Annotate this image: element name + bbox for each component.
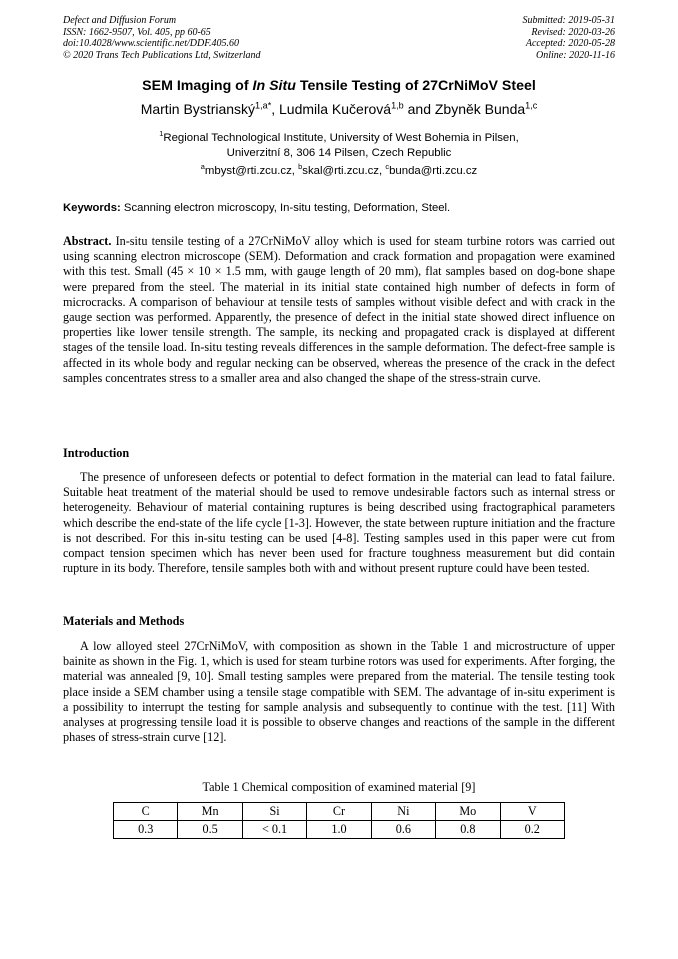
date-submitted: Submitted: 2019-05-31 xyxy=(522,15,615,26)
abstract-text: In-situ tensile testing of a 27CrNiMoV alloy which is used for steam turbine rotors was carried out using scanning electron microscope (SEM). Deformation and crack formation and propagation were examined with this test. Small (45 × 10 × 1.5 mm, with gauge length of 20 mm), flat samples based on dog-bone shape were prepared from the steel. The material in its initial state contained high number of defects in form of microcracks. A comparison of behaviour at tensile tests of samples without visible defect and with crack in the gauge section was performed. Apparently, the presence of defect in the initial state showed direct influence on properties like lower tensile strength. The sample, its necking and propagated crack is displayed at different stages of the tensile load. In-situ testing reveals differences in the sample deformation. The defect-free sample is affected in its whole body and regular necking can be observed, whereas the presence of the crack in the defect samples concentrates stress to a smaller area and also changed the shape of the stress-strain curve. xyxy=(63,234,615,385)
author-affil-mark: 1,a* xyxy=(255,100,272,111)
journal-info xyxy=(63,15,261,61)
table-cell: 0.2 xyxy=(500,821,564,839)
keywords-text: Scanning electron microscopy, In-situ testing, Deformation, Steel. xyxy=(120,202,451,214)
author-name: Zbyněk Bunda xyxy=(434,101,526,117)
author-affil-mark: 1,b xyxy=(391,100,404,111)
title-italic: In Situ xyxy=(252,78,296,94)
table-header-cell: C xyxy=(114,803,178,821)
author-separator: and xyxy=(403,101,435,117)
email-mark: c xyxy=(385,162,390,172)
author-name: Ludmila Kučerová xyxy=(279,101,392,117)
affiliation-line-2: Univerzitní 8, 306 14 Pilsen, Czech Republic xyxy=(226,147,452,159)
abstract xyxy=(63,234,615,386)
keywords xyxy=(63,202,615,214)
table-header-cell: Cr xyxy=(307,803,371,821)
email-separator: , xyxy=(291,165,299,177)
section-heading-materials-methods: Materials and Methods xyxy=(63,614,185,628)
table-header-cell: Si xyxy=(242,803,306,821)
title-suffix: Tensile Testing of 27CrNiMoV Steel xyxy=(295,78,536,94)
author-list xyxy=(40,101,638,117)
affiliation-mark: 1 xyxy=(159,129,164,139)
table-header-cell: Mn xyxy=(178,803,242,821)
publication-dates xyxy=(523,15,616,61)
email-separator: , xyxy=(379,165,386,177)
table-header-cell: Mo xyxy=(436,803,500,821)
journal-copyright: © 2020 Trans Tech Publications Ltd, Switzerland xyxy=(63,49,261,61)
date-online: Online: 2020-11-16 xyxy=(536,49,615,61)
affiliation-line-1 xyxy=(40,131,638,146)
journal-doi[interactable]: doi:10.4028/www.scientific.net/DDF.405.60 xyxy=(63,38,240,49)
table-row xyxy=(114,821,565,839)
table-header-cell: Ni xyxy=(371,803,435,821)
date-revised: Revised: 2020-03-26 xyxy=(531,26,615,38)
author-separator: , xyxy=(271,101,280,117)
paper-title xyxy=(40,78,638,94)
table-cell: < 0.1 xyxy=(242,821,306,839)
title-prefix: SEM Imaging of xyxy=(142,78,253,94)
email-list xyxy=(40,162,638,177)
author-name: Martin Bystrianský xyxy=(140,101,256,117)
keywords-label: Keywords: xyxy=(63,202,121,214)
date-accepted: Accepted: 2020-05-28 xyxy=(525,38,615,49)
email-mark: b xyxy=(298,162,303,172)
journal-name: Defect and Diffusion Forum xyxy=(63,15,177,26)
section-heading-introduction: Introduction xyxy=(63,446,130,460)
table-cell: 0.3 xyxy=(114,821,178,839)
table-caption: Table 1 Chemical composition of examined material [9] xyxy=(202,780,476,794)
composition-table xyxy=(113,802,565,839)
introduction-paragraph: The presence of unforeseen defects or potential to defect formation in the material can lead to fatal failure. Suitable heat treatment of the material should be used to remove undesirable factors such as internal stress or heterogeneity. Behaviour of material containing ruptures is being described using fractographical parameters which describe the end-state of the life cycle [1-3]. However, the state between rupture initiation and the fracture is not described. For this in-situ testing can be used [4-8]. Testing samples used in this paper were cut from compact tension specimen which has never been used for fracture toughness measurement but did contain rupture in its body. Therefore, tensile samples both with and without present rupture could have been tested. xyxy=(63,470,615,576)
email-link[interactable]: bunda@rti.zcu.cz xyxy=(389,165,478,177)
table-cell: 0.8 xyxy=(436,821,500,839)
materials-methods-paragraph: A low alloyed steel 27CrNiMoV, with composition as shown in the Table 1 and microstructure of upper bainite as shown in the Fig. 1, which is used for steam turbine rotors was used for experiments. After forging, the material was annealed [9, 10]. Small testing samples were prepared from the material. The tensile testing took place inside a SEM chamber using a tensile stage compatible with SEM. The advantage of in-situ experiment is a possibility to interrupt the testing for sample analysis and subsequently to continue with the test. [11] With analyses at progressing tensile load it is possible to observe changes and reactions of the sample in the different phases of stress-strain curve [12]. xyxy=(63,639,615,745)
email-link[interactable]: mbyst@rti.zcu.cz xyxy=(204,165,292,177)
email-mark: a xyxy=(200,162,205,172)
email-link[interactable]: skal@rti.zcu.cz xyxy=(302,165,380,177)
author-affil-mark: 1,c xyxy=(525,100,538,111)
affiliation xyxy=(40,131,638,161)
table-header-cell: V xyxy=(500,803,564,821)
table-header-row xyxy=(114,803,565,821)
table-cell: 0.5 xyxy=(178,821,242,839)
table-cell: 0.6 xyxy=(371,821,435,839)
journal-issn: ISSN: 1662-9507, Vol. 405, pp 60-65 xyxy=(63,26,211,38)
affiliation-text: Regional Technological Institute, University of West Bohemia in Pilsen, xyxy=(163,132,519,144)
abstract-label: Abstract. xyxy=(63,234,112,248)
table-cell: 1.0 xyxy=(307,821,371,839)
